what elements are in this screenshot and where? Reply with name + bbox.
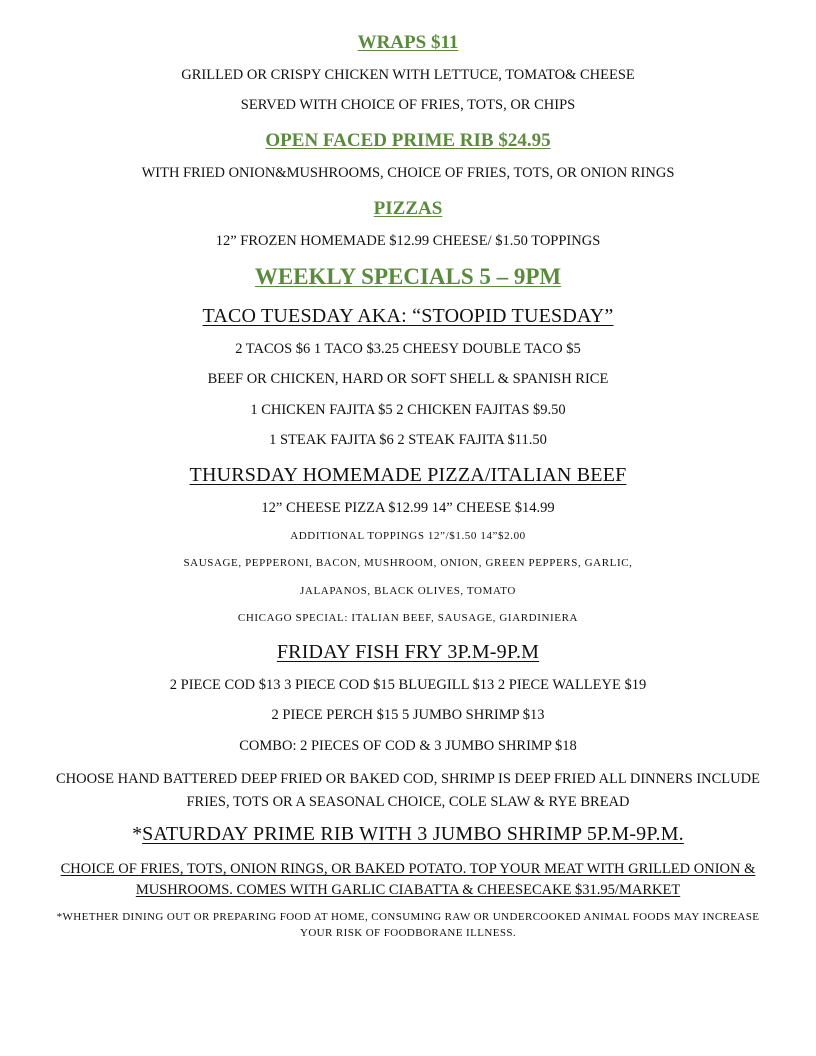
taco-line-4: 1 STEAK FAJITA $6 2 STEAK FAJITA $11.50 bbox=[269, 432, 547, 448]
food-safety-disclaimer: *WHETHER DINING OUT OR PREPARING FOOD AT HOME, CONSUMING RAW OR UNDERCOOKED ANIMAL FOODS MAY INCREASE YOUR RISK OF FOODBORANE ILLNESS. bbox=[56, 911, 760, 939]
saturday-asterisk: * bbox=[132, 823, 143, 845]
friday-line-4: CHOOSE HAND BATTERED DEEP FRIED OR BAKED COD, SHRIMP IS DEEP FRIED ALL DINNERS INCLUDE FRIES, TOTS OR A SEASONAL CHOICE, COLE SLAW & RYE BREAD bbox=[56, 771, 760, 810]
saturday-heading bbox=[0, 824, 816, 844]
wraps-heading: WRAPS $11 bbox=[357, 32, 459, 53]
taco-tuesday-heading: TACO TUESDAY AKA: “STOOPID TUESDAY” bbox=[202, 305, 614, 327]
thursday-line-3: SAUSAGE, PEPPERONI, BACON, MUSHROOM, ONION, GREEN PEPPERS, GARLIC, bbox=[183, 557, 633, 569]
friday-heading: FRIDAY FISH FRY 3P.M-9P.M bbox=[276, 641, 540, 663]
wraps-line-1: GRILLED OR CRISPY CHICKEN WITH LETTUCE, TOMATO& CHEESE bbox=[181, 67, 635, 83]
friday-line-3: COMBO: 2 PIECES OF COD & 3 JUMBO SHRIMP $18 bbox=[239, 738, 577, 754]
pizzas-line-1: 12” FROZEN HOMEMADE $12.99 CHEESE/ $1.50 TOPPINGS bbox=[215, 233, 601, 249]
pizzas-heading: PIZZAS bbox=[373, 198, 443, 219]
taco-line-1: 2 TACOS $6 1 TACO $3.25 CHEESY DOUBLE TACO $5 bbox=[235, 341, 581, 357]
friday-line-2: 2 PIECE PERCH $15 5 JUMBO SHRIMP $13 bbox=[271, 707, 545, 723]
thursday-line-1: 12” CHEESE PIZZA $12.99 14” CHEESE $14.99 bbox=[261, 500, 555, 516]
thursday-line-5: CHICAGO SPECIAL: ITALIAN BEEF, SAUSAGE, GIARDINIERA bbox=[237, 612, 579, 624]
thursday-line-2: ADDITIONAL TOPPINGS 12”/$1.50 14”$2.00 bbox=[290, 530, 526, 542]
friday-line-1: 2 PIECE COD $13 3 PIECE COD $15 BLUEGILL $13 2 PIECE WALLEYE $19 bbox=[169, 677, 647, 693]
taco-line-3: 1 CHICKEN FAJITA $5 2 CHICKEN FAJITAS $9.50 bbox=[250, 402, 566, 418]
saturday-heading-text: SATURDAY PRIME RIB WITH 3 JUMBO SHRIMP 5P.M-9P.M. bbox=[142, 823, 684, 845]
saturday-line-1: CHOICE OF FRIES, TOTS, ONION RINGS, OR BAKED POTATO. TOP YOUR MEAT WITH GRILLED ONION & MUSHROOMS. COMES WITH GARLIC CIABATTA & CHEESECAKE $31.95/MARKET bbox=[60, 861, 756, 898]
wraps-line-2: SERVED WITH CHOICE OF FRIES, TOTS, OR CHIPS bbox=[240, 97, 576, 113]
taco-line-2: BEEF OR CHICKEN, HARD OR SOFT SHELL & SPANISH RICE bbox=[207, 371, 609, 387]
thursday-line-4: JALAPANOS, BLACK OLIVES, TOMATO bbox=[300, 585, 516, 597]
prime-rib-heading: OPEN FACED PRIME RIB $24.95 bbox=[265, 130, 551, 151]
thursday-heading: THURSDAY HOMEMADE PIZZA/ITALIAN BEEF bbox=[189, 464, 627, 486]
prime-rib-line-1: WITH FRIED ONION&MUSHROOMS, CHOICE OF FRIES, TOTS, OR ONION RINGS bbox=[141, 165, 675, 181]
weekly-specials-heading: WEEKLY SPECIALS 5 – 9PM bbox=[254, 264, 562, 289]
